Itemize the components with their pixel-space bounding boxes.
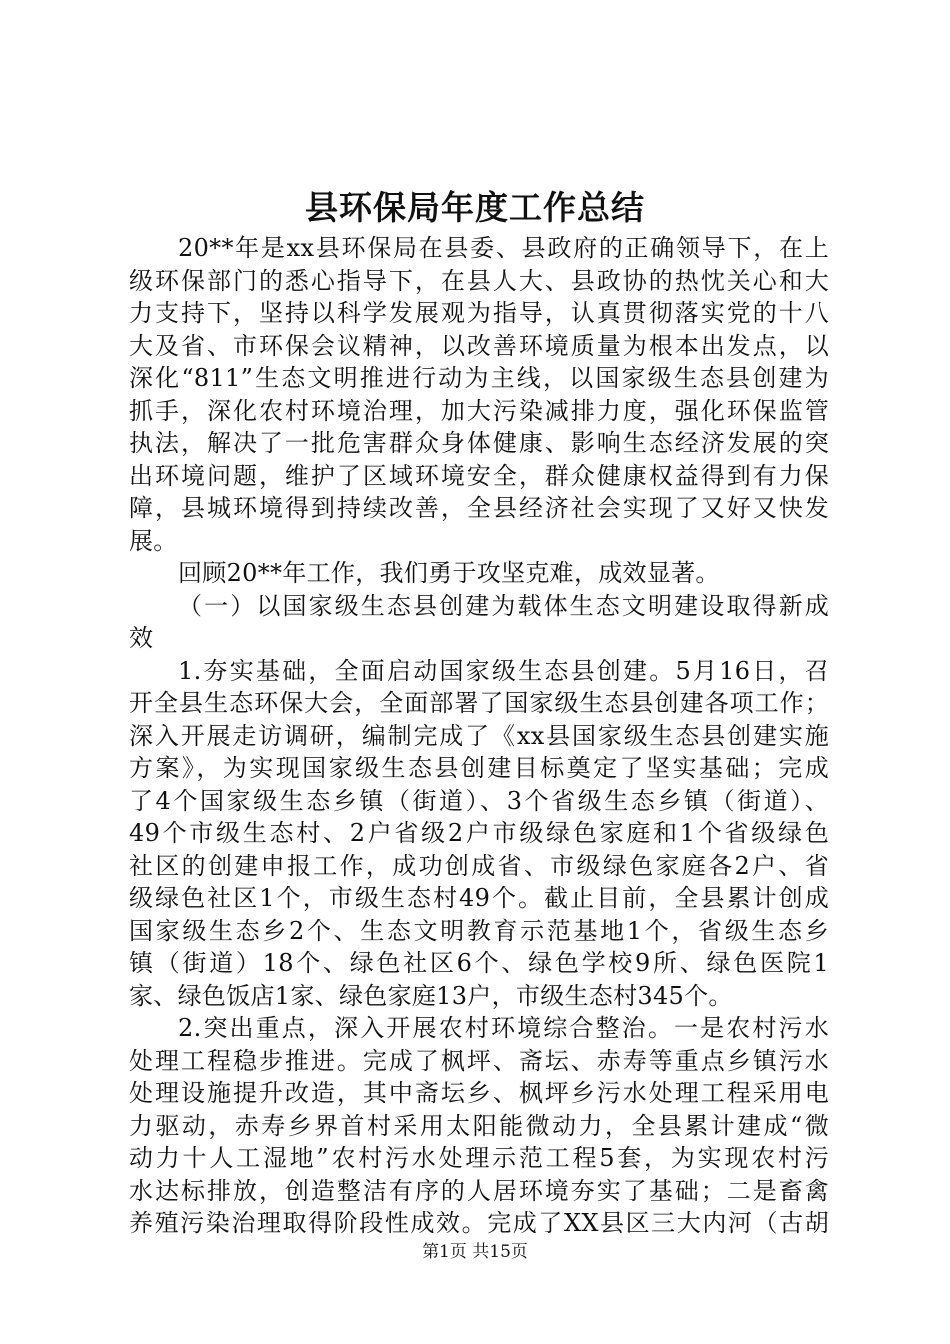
- text-line: 抓手，深化农村环境治理，加大污染减排力度，强化环保监管: [129, 396, 829, 425]
- text-line: 20**年是xx县环保局在县委、县政府的正确领导下，在上: [178, 234, 829, 262]
- text-line: 社区的创建申报工作，成功创成省、市级绿色家庭各2户、省: [129, 851, 829, 880]
- text-line: 2.突出重点，深入开展农村环境综合整治。一是农村污水: [178, 1014, 829, 1042]
- text-line: 执法，解决了一批危害群众身体健康、影响生态经济发展的突: [129, 429, 829, 457]
- text-line: 大及省、市环保会议精神，以改善环境质量为根本出发点，以: [129, 331, 829, 360]
- page-footer: 第1页 共15页: [422, 1242, 528, 1262]
- text-line: 处理工程稳步推进。完成了枫坪、斋坛、赤寿等重点乡镇污水: [129, 1046, 829, 1075]
- document-body: [129, 232, 829, 1240]
- text-line: 展。: [129, 526, 178, 555]
- text-line: 1.夯实基础，全面启动国家级生态县创建。5月16日，召: [178, 656, 829, 685]
- text-line: 水达标排放，创造整洁有序的人居环境夯实了基础；二是畜禽: [129, 1176, 829, 1205]
- text-line: 障，县城环境得到持续改善，全县经济社会实现了又好又快发: [129, 494, 829, 522]
- text-line: 了4个国家级生态乡镇（街道）、3个省级生态乡镇（街道）、: [129, 786, 829, 815]
- text-line: 效: [129, 624, 154, 652]
- text-line: 回顾20**年工作，我们勇于攻坚克难，成效显著。: [178, 559, 720, 587]
- text-line: 开全县生态环保大会，全面部署了国家级生态县创建各项工作；: [129, 689, 829, 717]
- text-line: 49个市级生态村、2户省级2户市级绿色家庭和1个省级绿色: [129, 819, 829, 847]
- text-line: 家、绿色饭店1家、绿色家庭13户，市级生态村345个。: [129, 981, 733, 1010]
- text-line: 方案》，为实现国家级生态县创建目标奠定了坚实基础；完成: [129, 754, 829, 782]
- text-line: 力驱动，赤寿乡界首村采用太阳能微动力，全县累计建成“微: [129, 1111, 829, 1140]
- text-line: 出环境问题，维护了区域环境安全，群众健康权益得到有力保: [129, 461, 829, 490]
- text-line: 处理设施提升改造，其中斋坛乡、枫坪乡污水处理工程采用电: [129, 1079, 829, 1107]
- text-line: （一）以国家级生态县创建为载体生态文明建设取得新成: [178, 591, 829, 620]
- text-line: 国家级生态乡2个、生态文明教育示范基地1个，省级生态乡: [129, 916, 829, 945]
- document-title: 县环保局年度工作总结: [305, 188, 645, 227]
- text-line: 镇（街道）18个、绿色社区6个、绿色学校9所、绿色医院1: [129, 949, 829, 977]
- text-line: 级绿色社区1个，市级生态村49个。截止目前，全县累计创成: [129, 884, 829, 912]
- text-line: 力支持下，坚持以科学发展观为指导，认真贯彻落实党的十八: [129, 299, 829, 327]
- text-line: 深入开展走访调研，编制完成了《xx县国家级生态县创建实施: [129, 721, 829, 750]
- text-line: 动力十人工湿地”农村污水处理示范工程5套，为实现农村污: [129, 1144, 829, 1172]
- text-line: 深化“811”生态文明推进行动为主线，以国家级生态县创建为: [129, 364, 829, 392]
- text-line: 级环保部门的悉心指导下，在县人大、县政协的热忱关心和大: [129, 266, 829, 295]
- text-line: 养殖污染治理取得阶段性成效。完成了XX县区三大内河（古胡: [129, 1209, 829, 1237]
